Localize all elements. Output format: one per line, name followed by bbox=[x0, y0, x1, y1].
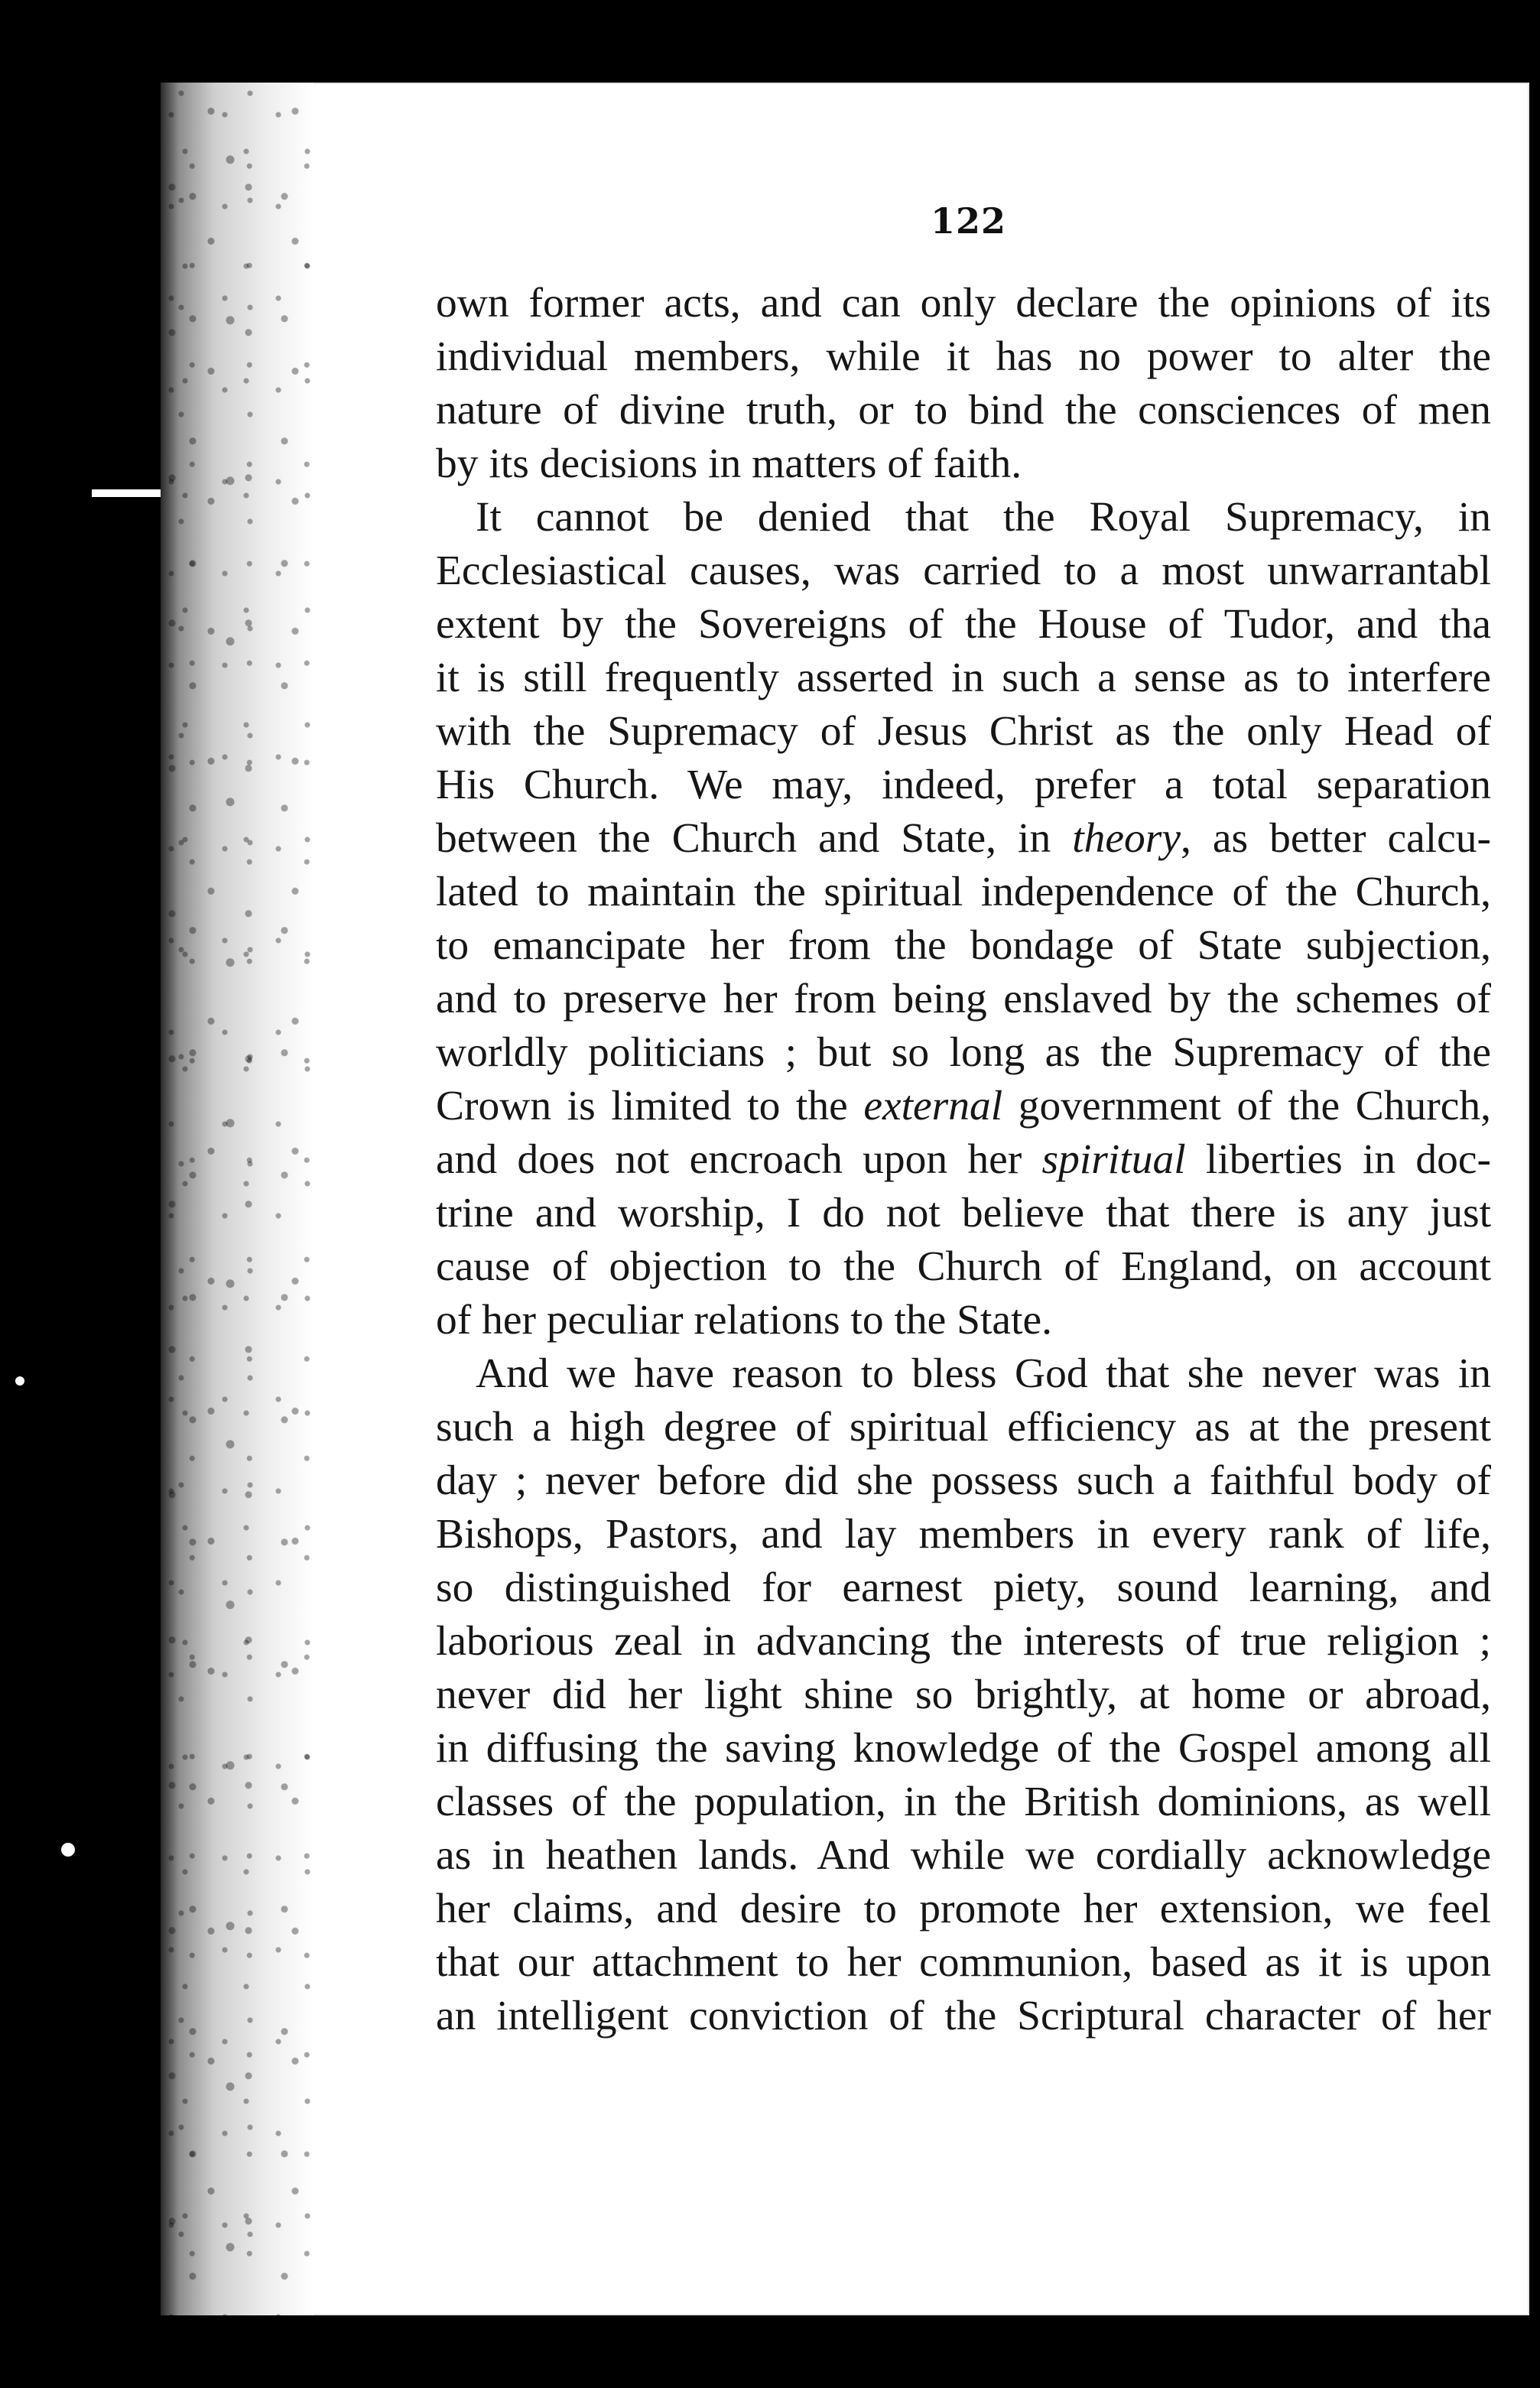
text-line: own former acts, and can only declare the opinions of its bbox=[436, 280, 1491, 327]
body-text bbox=[436, 277, 1491, 2043]
text-line: extent by the Sovereigns of the House of Tudor, and tha bbox=[436, 601, 1491, 648]
margin-speck bbox=[61, 1843, 75, 1857]
text-segment: between the Church and State, in bbox=[436, 815, 1073, 862]
text-line: to emancipate her from the bondage of State subjection, bbox=[436, 922, 1491, 969]
text-segment: , as better calcu- bbox=[1181, 815, 1491, 862]
text-line: His Church. We may, indeed, prefer a total separation bbox=[436, 762, 1491, 808]
text-line: so distinguished for earnest piety, sound learning, and bbox=[436, 1564, 1491, 1611]
text-line bbox=[436, 812, 1491, 866]
text-segment: Crown is limited to the bbox=[436, 1083, 864, 1129]
text-line: cause of objection to the Church of England, on account bbox=[436, 1243, 1491, 1290]
text-segment: and does not encroach upon her bbox=[436, 1136, 1042, 1183]
text-line: with the Supremacy of Jesus Christ as the only Head of bbox=[436, 708, 1491, 755]
text-line: worldly politicians ; but so long as the Supremacy of the bbox=[436, 1029, 1491, 1076]
text-line: lated to maintain the spiritual independence of the Church, bbox=[436, 869, 1491, 915]
margin-speck bbox=[15, 1376, 24, 1386]
italic-word: spiritual bbox=[1041, 1136, 1186, 1183]
text-line: classes of the population, in the British dominions, as well bbox=[436, 1779, 1491, 1825]
text-line bbox=[436, 1080, 1491, 1133]
text-line: Ecclesiastical causes, was carried to a most unwarrantabl bbox=[436, 547, 1491, 594]
text-line: never did her light shine so brightly, at home or abroad, bbox=[436, 1672, 1491, 1718]
text-line: in diffusing the saving knowledge of the Gospel among all bbox=[436, 1725, 1491, 1772]
text-line: that our attachment to her communion, based as it is upon bbox=[436, 1939, 1491, 1986]
text-line: such a high degree of spiritual efficiency as at the present bbox=[436, 1404, 1491, 1451]
text-line: as in heathen lands. And while we cordially acknowledge bbox=[436, 1832, 1491, 1879]
text-line: her claims, and desire to promote her extension, we feel bbox=[436, 1886, 1491, 1932]
text-line bbox=[436, 1133, 1491, 1187]
text-line: nature of divine truth, or to bind the consciences of men bbox=[436, 387, 1491, 434]
text-line: laborious zeal in advancing the interests of true religion ; bbox=[436, 1618, 1491, 1665]
text-line: of her peculiar relations to the State. bbox=[436, 1297, 1052, 1343]
text-line: trine and worship, I do not believe that there is any just bbox=[436, 1190, 1491, 1236]
text-segment: liberties in doc- bbox=[1185, 1136, 1492, 1183]
text-line: individual members, while it has no power to alter the bbox=[436, 333, 1491, 380]
text-segment: government of the Church, bbox=[1002, 1083, 1491, 1129]
text-line: by its decisions in matters of faith. bbox=[436, 440, 1022, 487]
text-line: day ; never before did she possess such a faithful body of bbox=[436, 1457, 1491, 1504]
italic-word: theory bbox=[1072, 815, 1181, 862]
page-number: 122 bbox=[931, 200, 1007, 242]
text-line: an intelligent conviction of the Scriptural character of her bbox=[436, 1993, 1491, 2039]
text-line: Bishops, Pastors, and lay members in every rank of life, bbox=[436, 1511, 1491, 1558]
italic-word: external bbox=[863, 1083, 1003, 1129]
text-line: It cannot be denied that the Royal Supremacy, in bbox=[476, 494, 1491, 541]
text-line: And we have reason to bless God that she never was in bbox=[476, 1350, 1491, 1397]
text-line: it is still frequently asserted in such a sense as to interfere bbox=[436, 655, 1491, 701]
page-gutter-shadow bbox=[161, 83, 314, 2315]
margin-speck bbox=[92, 489, 161, 497]
text-line: and to preserve her from being enslaved by the schemes of bbox=[436, 976, 1491, 1022]
